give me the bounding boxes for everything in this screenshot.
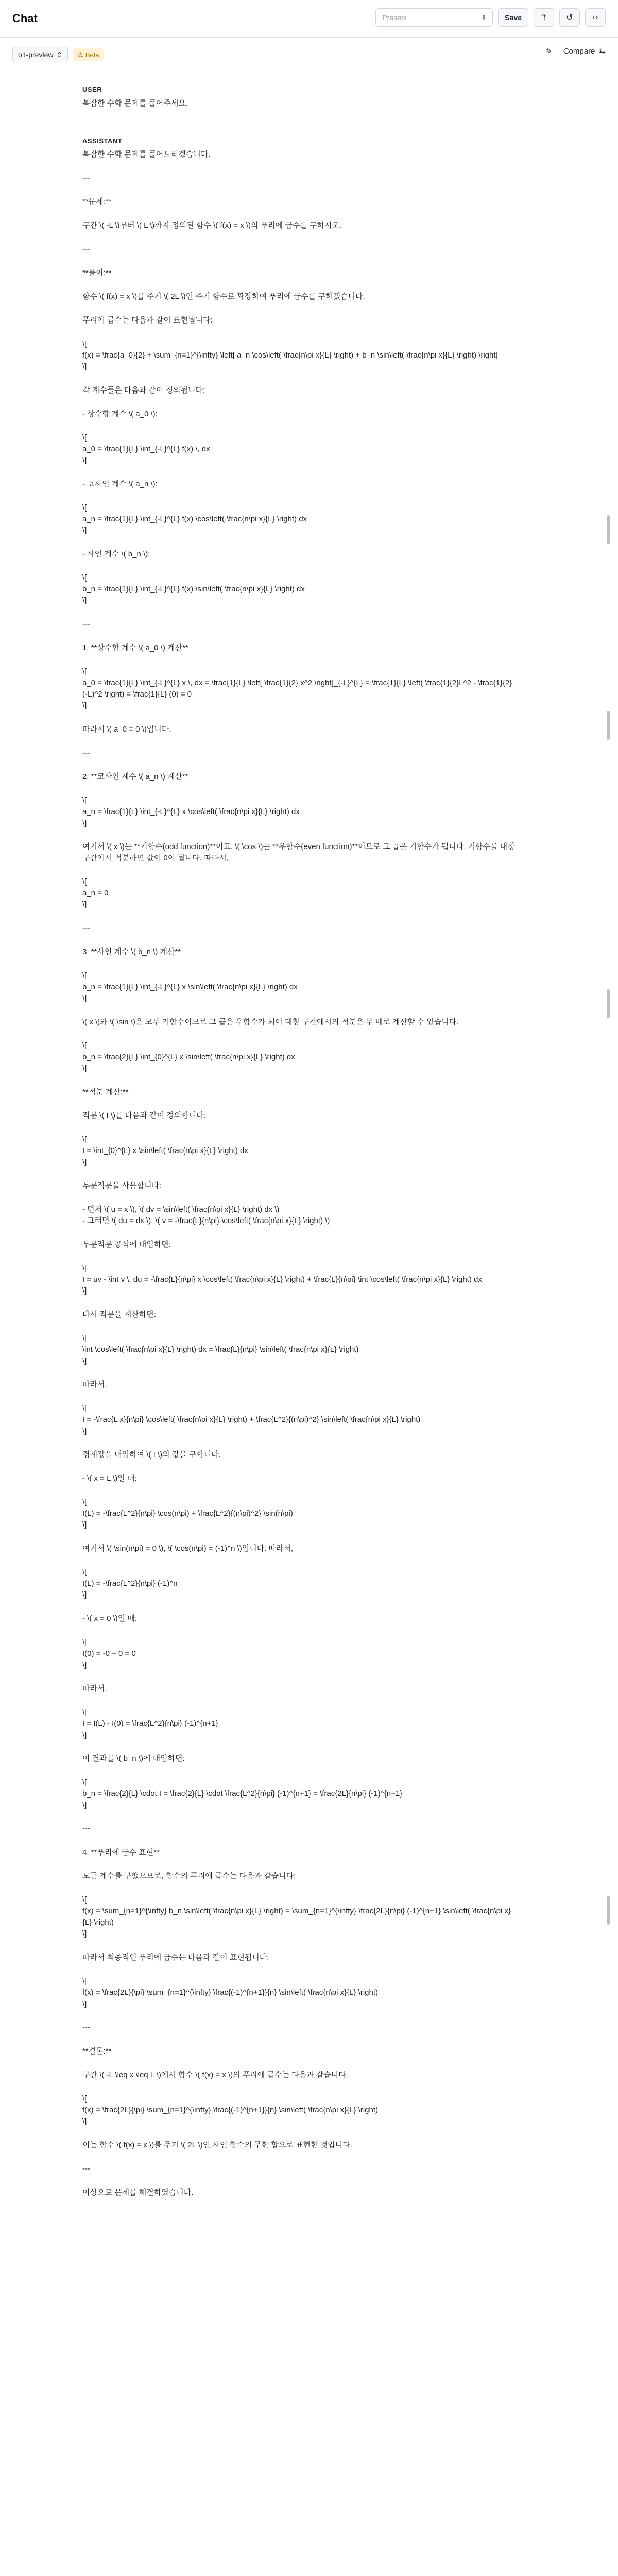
assistant-line: \[ f(x) = \sum_{n=1}^{\infty} b_n \sin\left( \frac{n\pi x}{L} \right) = \sum_{n=1}^{\infty} \frac{2L}{n\pi} (-1)^{n+1} \sin\left( \frac{n\pi x}{L} \right) \]: [82, 1895, 511, 1938]
assistant-line: 여기서 \( x \)는 **기함수(odd function)**이고, \( \cos \)는 **우함수(even function)**이므로 그 곱은 기함수가 됩니다. 기함수를 대칭 구간에서 적분하면 값이 0이 됩니다. 따라서,: [82, 842, 517, 862]
assistant-line: \[ b_n = \frac{2}{L} \cdot I = \frac{2}{L} \cdot \frac{L^2}{n\pi} (-1)^{n+1} = \frac{2L}{n\pi} (-1)^{n+1} \]: [82, 1778, 403, 1809]
assistant-line: \[ a_n = 0 \]: [82, 877, 109, 909]
assistant-line: \[ I = -\frac{L x}{n\pi} \cos\left( \frac{n\pi x}{L} \right) + \frac{L^2}{(n\pi)^2} \sin\left( \frac{n\pi x}{L} \right) \]: [82, 1404, 421, 1435]
assistant-line: - 먼저 \( u = x \), \( dv = \sin\left( \frac{n\pi x}{L} \right) dx \) - 그러면 \( du = dx \), \( v = -\frac{L}{n\pi} \cos\left( \frac{n\pi x}{L} \right) \): [82, 1205, 330, 1225]
assistant-line: ---: [82, 924, 90, 933]
assistant-line: 다시 적분을 계산하면:: [82, 1310, 156, 1319]
code-button[interactable]: [585, 8, 606, 27]
scrollbar[interactable]: [606, 72, 611, 2576]
assistant-line: 각 계수들은 다음과 같이 정의됩니다:: [82, 386, 205, 395]
page-title: Chat: [12, 12, 38, 25]
assistant-line: 여기서 \( \sin(n\pi) = 0 \), \( \cos(n\pi) = (-1)^n \)입니다. 따라서,: [82, 1544, 294, 1553]
assistant-line: \[ \int \cos\left( \frac{n\pi x}{L} \right) dx = \frac{L}{n\pi} \sin\left( \frac{n\pi x}{L} \right) \]: [82, 1334, 359, 1365]
assistant-role-label: ASSISTANT: [82, 137, 123, 145]
assistant-line: 이상으로 문제를 해결하였습니다.: [82, 2188, 194, 2197]
assistant-line: - 사인 계수 \( b_n \):: [82, 550, 150, 558]
assistant-line: \[ I = uv - \int v \, du = -\frac{L}{n\pi} x \cos\left( \frac{n\pi x}{L} \right) + \frac{L}{n\pi} \int \cos\left( \frac{n\pi x}{L} \right) dx \]: [82, 1264, 482, 1295]
assistant-line: 따라서 \( a_0 = 0 \)입니다.: [82, 725, 171, 734]
assistant-line: \[ a_0 = \frac{1}{L} \int_{-L}^{L} x \, dx = \frac{1}{L} \left[ \frac{1}{2} x^2 \right]_{-L}^{L} = \frac{1}{L} \left( \frac{1}{2}L^2 - \frac{1}{2}(-L)^2 \right) = \frac{1}{L} (0) = 0 \]: [82, 667, 512, 710]
scroll-thumb[interactable]: [607, 711, 610, 740]
assistant-line: 2. **코사인 계수 \( a_n \) 계산**: [82, 772, 188, 781]
assistant-line: \[ a_0 = \frac{1}{L} \int_{-L}^{L} f(x) \, dx \]: [82, 433, 210, 465]
assistant-message[interactable]: [82, 149, 515, 2198]
presets-placeholder: Presets: [382, 13, 407, 22]
assistant-line: 3. **사인 계수 \( b_n \) 계산**: [82, 947, 181, 956]
assistant-line: \[ a_n = \frac{1}{L} \int_{-L}^{L} x \cos\left( \frac{n\pi x}{L} \right) dx \]: [82, 796, 300, 827]
compare-button[interactable]: [563, 46, 606, 56]
assistant-line: \[ f(x) = \frac{a_0}{2} + \sum_{n=1}^{\infty} \left[ a_n \cos\left( \frac{n\pi x}{L} \right) + b_n \sin\left( \frac{n\pi x}{L} \right) \right] \]: [82, 340, 498, 371]
assistant-line: 부분적분 공식에 대입하면:: [82, 1240, 171, 1249]
chevron-updown-icon: ⇕: [481, 14, 487, 21]
assistant-line: \[ f(x) = \frac{2L}{\pi} \sum_{n=1}^{\infty} \frac{(-1)^{n+1}}{n} \sin\left( \frac{n\pi x}{L} \right) \]: [82, 2094, 379, 2126]
assistant-line: \[ I = \int_{0}^{L} x \sin\left( \frac{n\pi x}{L} \right) dx \]: [82, 1135, 248, 1166]
assistant-line: 따라서,: [82, 1684, 107, 1693]
assistant-line: 모든 계수를 구했으므로, 함수의 푸리에 급수는 다음과 같습니다:: [82, 1872, 296, 1880]
assistant-line: \[ b_n = \frac{1}{L} \int_{-L}^{L} f(x) \sin\left( \frac{n\pi x}{L} \right) dx \]: [82, 573, 305, 605]
user-role-label: USER: [82, 86, 102, 93]
broom-icon[interactable]: ✎: [545, 46, 552, 55]
assistant-line: \[ b_n = \frac{1}{L} \int_{-L}^{L} x \sin\left( \frac{n\pi x}{L} \right) dx \]: [82, 971, 298, 1003]
assistant-line: 부분적분을 사용합니다:: [82, 1181, 162, 1190]
assistant-line: 4. **푸리에 급수 표현**: [82, 1848, 160, 1857]
scroll-thumb[interactable]: [607, 989, 610, 1018]
assistant-line: 적분 \( I \)를 다음과 같이 정의합니다:: [82, 1111, 207, 1120]
beta-label: Beta: [85, 50, 99, 59]
assistant-line: ---: [82, 1824, 90, 1833]
assistant-line: 이 결과를 \( b_n \)에 대입하면:: [82, 1754, 185, 1763]
assistant-line: 1. **상수항 계수 \( a_0 \) 계산**: [82, 643, 188, 652]
assistant-line: 경계값을 대입하여 \( I \)의 값을 구합니다.: [82, 1450, 221, 1459]
chevron-updown-icon: ⇕: [56, 50, 63, 59]
share-button[interactable]: [534, 8, 554, 27]
message-thread: [82, 86, 515, 2211]
code-icon: ‹›: [592, 13, 598, 22]
assistant-line: ---: [82, 749, 90, 757]
user-message[interactable]: 복잡한 수학 문제를 풀어주세요.: [82, 99, 188, 108]
assistant-line: \[ I(0) = -0 + 0 = 0 \]: [82, 1638, 136, 1669]
assistant-line: \[ a_n = \frac{1}{L} \int_{-L}^{L} f(x) \cos\left( \frac{n\pi x}{L} \right) dx \]: [82, 503, 307, 535]
assistant-line: **풀이:**: [82, 268, 112, 277]
scroll-thumb[interactable]: [607, 515, 610, 544]
history-icon: ↺: [566, 13, 573, 22]
assistant-line: ---: [82, 2023, 90, 2032]
beta-badge: [73, 48, 103, 61]
chat-area: [72, 72, 536, 2576]
save-button[interactable]: Save: [498, 8, 528, 27]
sub-bar: [0, 41, 618, 68]
assistant-line: - \( x = L \)일 때:: [82, 1474, 137, 1483]
toolbar: [375, 8, 606, 27]
compare-label: Compare: [563, 46, 595, 56]
assistant-line: \[ b_n = \frac{2}{L} \int_{0}^{L} x \sin\left( \frac{n\pi x}{L} \right) dx \]: [82, 1041, 295, 1073]
assistant-line: 구간 \( -L \leq x \leq L \)에서 함수 \( f(x) = x \)의 푸리에 급수는 다음과 같습니다.: [82, 2071, 348, 2079]
assistant-line: ---: [82, 2164, 90, 2173]
assistant-line: \[ f(x) = \frac{2L}{\pi} \sum_{n=1}^{\infty} \frac{(-1)^{n+1}}{n} \sin\left( \frac{n\pi x}{L} \right) \]: [82, 1977, 379, 2008]
assistant-line: **문제:**: [82, 197, 112, 206]
assistant-line: 따라서 최종적인 푸리에 급수는 다음과 같이 표현됩니다:: [82, 1953, 269, 1962]
model-name: o1-preview: [18, 50, 54, 59]
compare-icon: ⇆: [599, 47, 606, 56]
scroll-thumb[interactable]: [607, 1896, 610, 1925]
assistant-line: 푸리에 급수는 다음과 같이 표현됩니다:: [82, 316, 213, 325]
header-divider: [0, 37, 618, 38]
assistant-line: \[ I(L) = -\frac{L^2}{n\pi} (-1)^n \]: [82, 1568, 178, 1599]
assistant-line: 구간 \( -L \)부터 \( L \)까지 정의된 함수 \( f(x) = x \)의 푸리에 급수를 구하시오.: [82, 221, 342, 230]
history-button[interactable]: [559, 8, 580, 27]
assistant-line: 복잡한 수학 문제를 풀어드리겠습니다.: [82, 150, 211, 159]
assistant-line: \[ I(L) = -\frac{L^2}{n\pi} \cos(n\pi) + \frac{L^2}{(n\pi)^2} \sin(n\pi) \]: [82, 1498, 293, 1529]
assistant-line: \[ I = I(L) - I(0) = \frac{L^2}{n\pi} (-1)^{n+1} \]: [82, 1708, 218, 1739]
assistant-line: 이는 함수 \( f(x) = x \)를 주기 \( 2L \)인 사인 함수의 무한 합으로 표현한 것입니다.: [82, 2141, 352, 2149]
assistant-line: 따라서,: [82, 1380, 107, 1389]
top-bar: [0, 0, 618, 37]
model-selector[interactable]: [12, 47, 68, 62]
assistant-line: ---: [82, 620, 90, 629]
warning-icon: ⚠: [77, 50, 83, 58]
assistant-line: - 상수항 계수 \( a_0 \):: [82, 410, 158, 418]
presets-select[interactable]: [375, 8, 493, 27]
subbar-actions: [546, 46, 606, 56]
assistant-line: ---: [82, 245, 90, 253]
assistant-line: **적분 계산:**: [82, 1088, 129, 1096]
assistant-line: 함수 \( f(x) = x \)를 주기 \( 2L \)인 주기 함수로 확장하여 푸리에 급수를 구하겠습니다.: [82, 292, 365, 301]
share-icon: ⇪: [540, 13, 547, 22]
assistant-line: - \( x = 0 \)일 때:: [82, 1614, 138, 1623]
assistant-line: **결론:**: [82, 2047, 112, 2056]
assistant-line: - 코사인 계수 \( a_n \):: [82, 480, 158, 488]
assistant-line: ---: [82, 174, 90, 182]
assistant-line: \( x \)와 \( \sin \)은 모두 기함수이므로 그 곱은 우함수가 되어 대칭 구간에서의 적분은 두 배로 계산할 수 있습니다.: [82, 1018, 459, 1026]
